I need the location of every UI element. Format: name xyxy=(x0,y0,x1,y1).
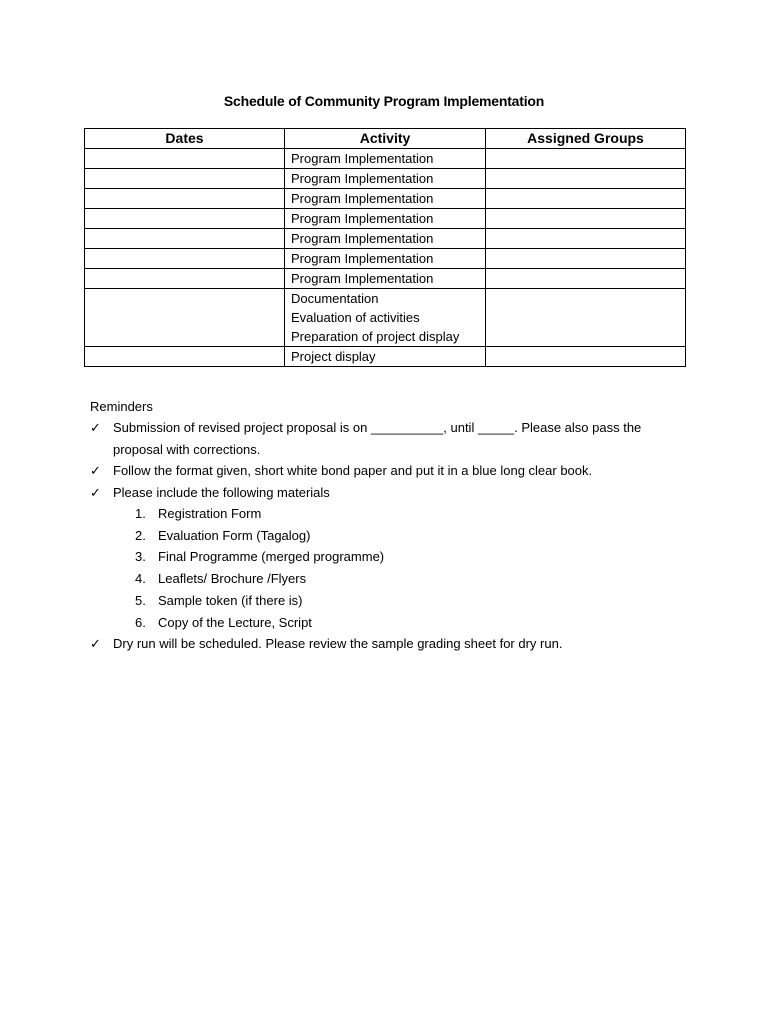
assigned-groups-cell xyxy=(486,269,686,289)
table-row xyxy=(85,209,686,229)
assigned-groups-cell xyxy=(486,189,686,209)
activity-line: Program Implementation xyxy=(291,271,434,286)
reminder-text: Please include the following materials xyxy=(113,484,330,500)
table-row xyxy=(85,189,686,209)
list-item xyxy=(90,590,680,612)
reminder-item xyxy=(90,417,680,460)
schedule-table-body xyxy=(85,149,686,367)
date-cell xyxy=(85,149,285,169)
checkmark-icon: ✓ xyxy=(90,484,101,500)
activity-cell xyxy=(285,189,486,209)
list-item xyxy=(90,503,680,525)
date-cell xyxy=(85,289,285,347)
list-item-text: Copy of the Lecture, Script xyxy=(158,614,312,630)
table-row xyxy=(85,169,686,189)
list-number: 6. xyxy=(135,614,146,630)
table-row xyxy=(85,229,686,249)
date-cell xyxy=(85,269,285,289)
materials-list xyxy=(90,503,680,633)
table-row xyxy=(85,269,686,289)
activity-cell xyxy=(285,169,486,189)
date-cell xyxy=(85,189,285,209)
activity-line: Project display xyxy=(291,349,376,364)
table-row xyxy=(85,149,686,169)
list-item-text: Sample token (if there is) xyxy=(158,592,303,608)
list-number: 1. xyxy=(135,506,146,521)
activity-line: Documentation xyxy=(291,291,379,306)
activity-cell xyxy=(285,149,486,169)
assigned-groups-cell xyxy=(486,249,686,269)
activity-cell xyxy=(285,269,486,289)
table-row xyxy=(85,347,686,367)
activity-line: Program Implementation xyxy=(291,151,434,166)
assigned-groups-cell xyxy=(486,209,686,229)
reminders-heading: Reminders xyxy=(90,399,153,414)
reminder-text: Follow the format given, short white bond paper and put it in a blue long clear book. xyxy=(113,463,593,478)
list-item-text: Registration Form xyxy=(158,506,262,521)
reminders-section xyxy=(90,397,680,655)
date-cell xyxy=(85,169,285,189)
date-cell xyxy=(85,209,285,229)
reminder-item xyxy=(90,482,680,504)
reminder-text: Dry run will be scheduled. Please review the sample grading sheet for dry run. xyxy=(113,636,563,652)
activity-line: Preparation of project display xyxy=(291,329,460,344)
list-item-text: Evaluation Form (Tagalog) xyxy=(158,527,311,543)
date-cell xyxy=(85,249,285,269)
date-cell xyxy=(85,229,285,249)
activity-line: Program Implementation xyxy=(291,231,434,246)
activity-cell xyxy=(285,249,486,269)
schedule-table xyxy=(84,128,686,367)
table-row xyxy=(85,249,686,269)
table-row xyxy=(85,289,686,347)
list-number: 4. xyxy=(135,571,146,587)
activity-line: Program Implementation xyxy=(291,251,434,266)
reminder-item xyxy=(90,633,680,655)
activity-cell xyxy=(285,209,486,229)
assigned-groups-cell xyxy=(486,289,686,347)
checkmark-icon: ✓ xyxy=(90,420,101,435)
table-header-row xyxy=(85,129,686,149)
assigned-groups-cell xyxy=(486,149,686,169)
activity-line: Program Implementation xyxy=(291,171,434,186)
reminder-text: Submission of revised project proposal is on __________, until _____. Please also pass the proposal with corrections. xyxy=(113,420,642,457)
assigned-groups-cell xyxy=(486,347,686,367)
activity-cell xyxy=(285,229,486,249)
list-item xyxy=(90,568,680,590)
list-item-text: Final Programme (merged programme) xyxy=(158,549,385,565)
header-assigned-groups: Assigned Groups xyxy=(486,129,686,149)
list-item xyxy=(90,546,680,568)
page-title: Schedule of Community Program Implementation xyxy=(223,93,545,109)
activity-cell xyxy=(285,347,486,367)
checkmark-icon: ✓ xyxy=(90,463,101,478)
list-number: 2. xyxy=(135,527,146,543)
list-item xyxy=(90,612,680,634)
activity-line: Evaluation of activities xyxy=(291,310,420,325)
list-item-text: Leaflets/ Brochure /Flyers xyxy=(158,571,307,587)
header-dates: Dates xyxy=(85,129,285,149)
checkmark-icon: ✓ xyxy=(90,636,101,652)
reminder-item xyxy=(90,460,680,482)
list-item xyxy=(90,525,680,547)
activity-line: Program Implementation xyxy=(291,211,434,226)
date-cell xyxy=(85,347,285,367)
list-number: 3. xyxy=(135,549,146,565)
header-activity: Activity xyxy=(285,129,486,149)
assigned-groups-cell xyxy=(486,229,686,249)
activity-cell xyxy=(285,289,486,347)
activity-line: Program Implementation xyxy=(291,191,434,206)
list-number: 5. xyxy=(135,592,146,608)
assigned-groups-cell xyxy=(486,169,686,189)
